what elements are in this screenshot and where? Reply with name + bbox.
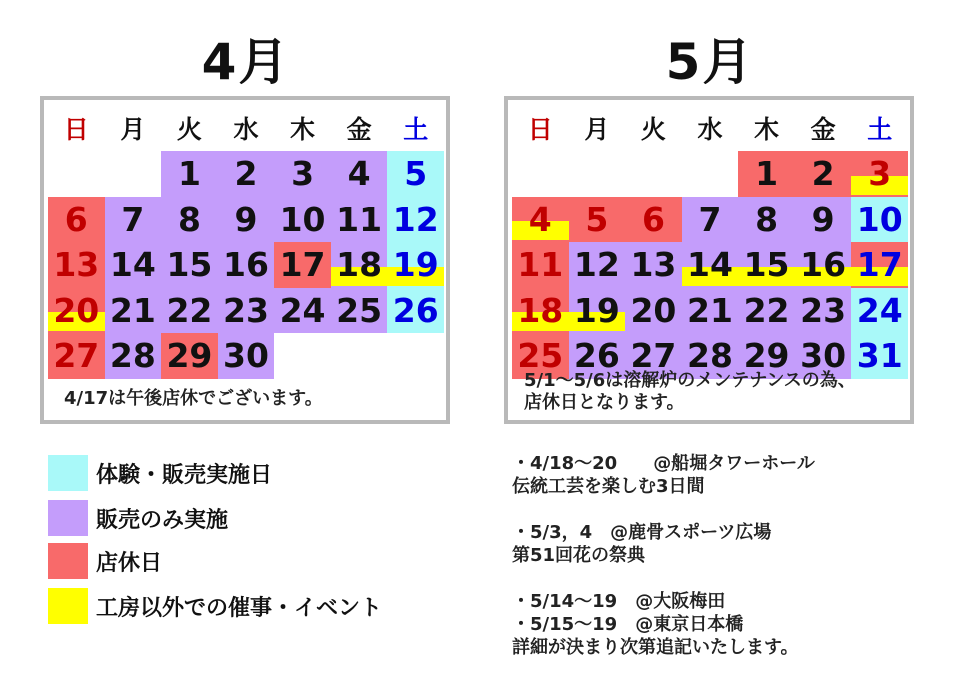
day-number: 30 bbox=[800, 336, 847, 376]
day-number: 13 bbox=[630, 245, 677, 285]
legend-item-taiken bbox=[48, 455, 468, 491]
day-number: 4 bbox=[347, 154, 371, 194]
empty-cell bbox=[625, 151, 682, 197]
weekday-header: 金 bbox=[810, 114, 836, 144]
day-cell bbox=[512, 333, 569, 379]
event-line: ・5/3，4 @鹿骨スポーツ広場 bbox=[512, 522, 772, 543]
day-number: 4 bbox=[528, 199, 552, 239]
day-cell bbox=[105, 288, 162, 334]
day-number: 31 bbox=[856, 336, 903, 376]
day-cell bbox=[161, 288, 218, 334]
day-number: 22 bbox=[166, 290, 213, 330]
day-number: 19 bbox=[392, 245, 439, 285]
day-cell bbox=[795, 197, 852, 243]
empty-cell bbox=[569, 151, 626, 197]
day-number: 15 bbox=[743, 245, 790, 285]
day-cell bbox=[218, 288, 275, 334]
day-number: 27 bbox=[630, 336, 677, 376]
weekday-header: 土 bbox=[867, 114, 893, 144]
day-cell bbox=[48, 242, 105, 288]
weekday-header: 月 bbox=[584, 114, 610, 144]
day-number: 11 bbox=[336, 199, 383, 239]
day-cell bbox=[682, 197, 739, 243]
day-number: 17 bbox=[856, 245, 903, 285]
legend-swatch-taiken bbox=[48, 455, 88, 491]
day-cell bbox=[387, 288, 444, 334]
weekday-header: 火 bbox=[640, 114, 666, 144]
event-info bbox=[512, 452, 952, 682]
april-title: 4月 bbox=[201, 33, 291, 91]
legend-label: 工房以外での催事・イベント bbox=[96, 595, 383, 621]
day-number: 20 bbox=[630, 290, 677, 330]
day-number: 15 bbox=[166, 245, 213, 285]
day-cell bbox=[331, 151, 388, 197]
day-cell bbox=[48, 197, 105, 243]
day-cell bbox=[105, 333, 162, 379]
day-number: 12 bbox=[573, 245, 620, 285]
day-number: 24 bbox=[279, 290, 326, 330]
empty-cell bbox=[512, 151, 569, 197]
weekday-header: 木 bbox=[290, 114, 316, 144]
event-block bbox=[512, 521, 952, 567]
day-number: 24 bbox=[856, 290, 903, 330]
legend-item-kyuu bbox=[48, 543, 468, 579]
day-cell bbox=[851, 242, 908, 288]
day-cell bbox=[161, 197, 218, 243]
day-cell bbox=[512, 197, 569, 243]
day-cell bbox=[795, 333, 852, 379]
may-note-line-2: 店休日となります。 bbox=[524, 392, 685, 414]
day-cell bbox=[738, 333, 795, 379]
day-cell bbox=[795, 151, 852, 197]
event-block bbox=[512, 590, 952, 659]
day-cell bbox=[274, 151, 331, 197]
weekday-header: 水 bbox=[697, 114, 723, 144]
may-calendar bbox=[504, 96, 914, 424]
event-block bbox=[512, 452, 952, 498]
day-number: 25 bbox=[336, 290, 383, 330]
april-calendar bbox=[40, 96, 450, 424]
day-cell bbox=[682, 288, 739, 334]
day-number: 8 bbox=[755, 199, 779, 239]
day-number: 26 bbox=[392, 290, 439, 330]
weekday-header: 金 bbox=[346, 114, 372, 144]
day-number: 10 bbox=[279, 199, 326, 239]
day-number: 20 bbox=[53, 290, 100, 330]
day-number: 8 bbox=[177, 199, 201, 239]
day-cell bbox=[331, 197, 388, 243]
day-number: 6 bbox=[641, 199, 665, 239]
day-number: 28 bbox=[109, 336, 156, 376]
day-cell bbox=[682, 333, 739, 379]
day-number: 21 bbox=[687, 290, 733, 330]
april-grid bbox=[48, 104, 444, 379]
day-cell bbox=[161, 333, 218, 379]
may-note-line-1: 5/1～5/6は溶解炉のメンテナンスの為、 bbox=[524, 370, 856, 392]
day-cell bbox=[331, 288, 388, 334]
day-cell bbox=[387, 197, 444, 243]
day-number: 21 bbox=[109, 290, 156, 330]
empty-cell bbox=[48, 151, 105, 197]
may-grid bbox=[512, 104, 908, 379]
day-number: 12 bbox=[392, 199, 439, 239]
day-cell bbox=[218, 333, 275, 379]
may-note bbox=[512, 370, 906, 416]
day-number: 1 bbox=[177, 154, 201, 194]
day-number: 2 bbox=[811, 154, 835, 194]
day-cell bbox=[218, 151, 275, 197]
event-line: ・4/18～20 @船堀タワーホール bbox=[512, 453, 815, 474]
day-number: 9 bbox=[811, 199, 835, 239]
weekday-header: 火 bbox=[176, 114, 202, 144]
empty-cell bbox=[274, 333, 331, 379]
legend-label: 体験・販売実施日 bbox=[96, 462, 273, 488]
weekday-header: 土 bbox=[403, 114, 429, 144]
event-line: 第51回花の祭典 bbox=[512, 545, 646, 566]
day-cell bbox=[738, 288, 795, 334]
day-cell bbox=[738, 151, 795, 197]
day-cell bbox=[569, 197, 626, 243]
day-cell bbox=[48, 333, 105, 379]
day-number: 1 bbox=[755, 154, 779, 194]
day-cell bbox=[625, 197, 682, 243]
weekday-header: 水 bbox=[233, 114, 259, 144]
day-cell bbox=[512, 288, 569, 334]
day-number: 5 bbox=[585, 199, 609, 239]
empty-cell bbox=[387, 333, 444, 379]
weekday-header: 月 bbox=[120, 114, 146, 144]
day-cell bbox=[738, 242, 795, 288]
weekday-header: 日 bbox=[527, 114, 553, 144]
day-number: 25 bbox=[517, 336, 564, 376]
day-cell bbox=[851, 151, 908, 197]
day-cell bbox=[569, 333, 626, 379]
day-number: 2 bbox=[234, 154, 258, 194]
legend-swatch-event bbox=[48, 588, 88, 624]
day-cell bbox=[274, 242, 331, 288]
day-cell bbox=[331, 242, 388, 288]
event-line: 詳細が決まり次第追記いたします。 bbox=[512, 637, 799, 658]
day-number: 22 bbox=[743, 290, 790, 330]
day-cell bbox=[512, 242, 569, 288]
day-cell bbox=[105, 242, 162, 288]
day-cell bbox=[625, 333, 682, 379]
day-cell bbox=[161, 242, 218, 288]
day-cell bbox=[625, 288, 682, 334]
day-number: 23 bbox=[800, 290, 847, 330]
event-line: 伝統工芸を楽しむ3日間 bbox=[512, 476, 705, 497]
legend-item-event bbox=[48, 588, 468, 624]
day-number: 23 bbox=[223, 290, 269, 330]
legend-swatch-kyuu bbox=[48, 543, 88, 579]
day-number: 16 bbox=[800, 245, 847, 285]
day-number: 6 bbox=[64, 199, 88, 239]
day-cell bbox=[569, 242, 626, 288]
day-number: 18 bbox=[517, 290, 564, 330]
day-number: 29 bbox=[166, 336, 213, 376]
day-cell bbox=[274, 288, 331, 334]
day-number: 5 bbox=[404, 154, 428, 194]
day-number: 30 bbox=[223, 336, 269, 376]
empty-cell bbox=[331, 333, 388, 379]
day-cell bbox=[387, 151, 444, 197]
day-number: 17 bbox=[279, 245, 326, 285]
day-cell bbox=[682, 242, 739, 288]
legend-label: 店休日 bbox=[96, 550, 163, 576]
day-cell bbox=[795, 242, 852, 288]
day-number: 27 bbox=[53, 336, 100, 376]
day-cell bbox=[851, 197, 908, 243]
day-cell bbox=[625, 242, 682, 288]
day-number: 10 bbox=[856, 199, 903, 239]
day-number: 19 bbox=[573, 290, 620, 330]
day-number: 14 bbox=[109, 245, 156, 285]
day-cell bbox=[218, 242, 275, 288]
day-cell bbox=[795, 288, 852, 334]
day-number: 29 bbox=[743, 336, 790, 376]
day-number: 18 bbox=[336, 245, 383, 285]
empty-cell bbox=[105, 151, 162, 197]
day-cell bbox=[105, 197, 162, 243]
day-cell bbox=[161, 151, 218, 197]
day-number: 3 bbox=[868, 154, 892, 194]
day-number: 11 bbox=[517, 245, 564, 285]
day-cell bbox=[218, 197, 275, 243]
day-number: 28 bbox=[687, 336, 733, 376]
day-number: 16 bbox=[223, 245, 269, 285]
day-cell bbox=[851, 333, 908, 379]
day-number: 7 bbox=[121, 199, 145, 239]
weekday-header: 木 bbox=[754, 114, 780, 144]
event-line: ・5/14～19 @大阪梅田 bbox=[512, 591, 726, 612]
day-cell bbox=[274, 197, 331, 243]
event-line: ・5/15～19 @東京日本橋 bbox=[512, 614, 744, 635]
weekday-header: 日 bbox=[63, 114, 89, 144]
day-number: 9 bbox=[234, 199, 258, 239]
empty-cell bbox=[682, 151, 739, 197]
day-cell bbox=[851, 288, 908, 334]
day-number: 13 bbox=[53, 245, 100, 285]
day-number: 3 bbox=[291, 154, 315, 194]
day-number: 14 bbox=[687, 245, 733, 285]
day-cell bbox=[48, 288, 105, 334]
day-number: 7 bbox=[698, 199, 722, 239]
legend-item-hanbai bbox=[48, 500, 468, 536]
may-title: 5月 bbox=[665, 33, 755, 91]
day-number: 26 bbox=[573, 336, 620, 376]
legend-label: 販売のみ実施 bbox=[96, 507, 229, 533]
day-cell bbox=[387, 242, 444, 288]
day-cell bbox=[738, 197, 795, 243]
april-note: 4/17は午後店休でございます。 bbox=[64, 388, 323, 410]
day-cell bbox=[569, 288, 626, 334]
legend-swatch-hanbai bbox=[48, 500, 88, 536]
